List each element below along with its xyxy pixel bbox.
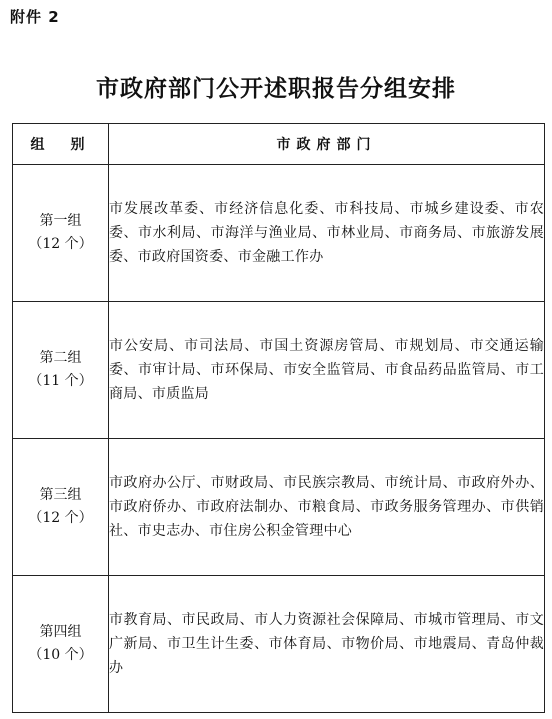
- table-row: [13, 576, 545, 713]
- group-cell: [13, 165, 109, 302]
- department-list: 市公安局、市司法局、市国土资源房管局、市规划局、市交通运输委、市审计局、市环保局、市安全监管局、市食品药品监管局、市工商局、市质监局: [109, 302, 545, 439]
- group-arrangement-table: [12, 123, 545, 713]
- group-cell: [13, 302, 109, 439]
- group-name: 第一组: [39, 213, 82, 229]
- group-column-header: 组 别: [13, 124, 109, 165]
- department-list: 市发展改革委、市经济信息化委、市科技局、市城乡建设委、市农委、市水利局、市海洋与渔业局、市林业局、市商务局、市旅游发展委、市政府国资委、市金融工作办: [109, 165, 545, 302]
- attachment-label: 附件 2: [10, 8, 60, 26]
- group-count: （12 个）: [28, 510, 93, 526]
- department-column-header: 市政府部门: [109, 124, 545, 165]
- group-name: 第二组: [39, 350, 82, 366]
- department-list: 市政府办公厅、市财政局、市民族宗教局、市统计局、市政府外办、市政府侨办、市政府法制办、市粮食局、市政务服务管理办、市供销社、市史志办、市住房公积金管理中心: [109, 439, 545, 576]
- group-cell: [13, 576, 109, 713]
- table-row: [13, 165, 545, 302]
- group-count: （10 个）: [28, 647, 93, 663]
- group-name: 第四组: [39, 624, 82, 640]
- group-count: （12 个）: [28, 236, 93, 252]
- table-header-row: [13, 124, 545, 165]
- table-row: [13, 439, 545, 576]
- group-name: 第三组: [39, 487, 82, 503]
- group-count: （11 个）: [28, 373, 93, 389]
- group-cell: [13, 439, 109, 576]
- department-list: 市教育局、市民政局、市人力资源社会保障局、市城市管理局、市文广新局、市卫生计生委、市体育局、市物价局、市地震局、青岛仲裁办: [109, 576, 545, 713]
- document-title: 市政府部门公开述职报告分组安排: [96, 76, 456, 102]
- table-row: [13, 302, 545, 439]
